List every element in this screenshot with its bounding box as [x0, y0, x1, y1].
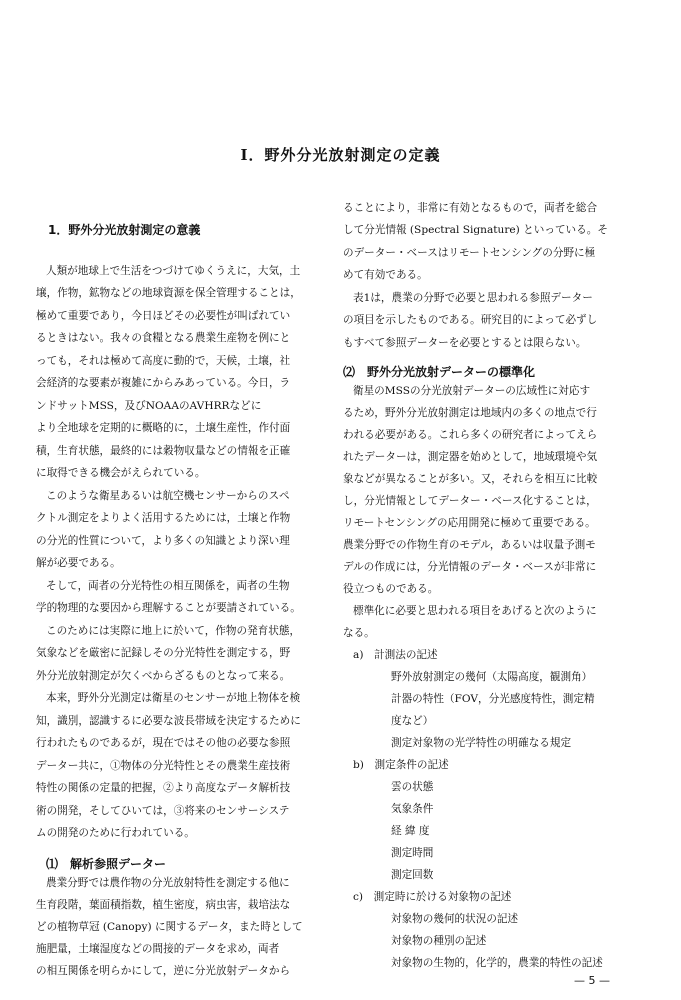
text-line: るため，野外分光放射測定は地域内の多くの地点で行 — [343, 407, 597, 419]
text-line: 表1は，農業の分野で必要と思われる参照データー — [353, 292, 593, 304]
text-line: 行われたものであるが，現在ではその他の必要な参照 — [36, 737, 291, 749]
text-line: の項目を示したものである。研究目的によって必ずし — [343, 314, 598, 326]
list-item: 度など） — [391, 715, 434, 727]
list-item: 雲の状態 — [391, 781, 434, 793]
list-label-b: b) 測定条件の記述 — [353, 759, 449, 771]
page-number: — 5 — — [574, 974, 610, 987]
text-line: このような衛星あるいは航空機センサーからのスペ — [46, 490, 290, 502]
text-line: の分光的性質について，より多くの知識とより深い理 — [36, 535, 290, 547]
section-heading-2: ⑴ 解析参照データー — [46, 857, 167, 871]
text-line: 施肥量，土壌湿度などの間接的データを求め，両者 — [36, 943, 280, 955]
text-line: なる。 — [343, 627, 375, 639]
text-line: るときはない。我々の食糧となる農業生産物を例にと — [36, 332, 291, 344]
text-line: デルの作成には，分光情報のデータ・ベースが非常に — [343, 561, 597, 573]
page-title: I．野外分光放射測定の定義 — [240, 146, 441, 164]
list-item: 対象物の幾何的状況の記述 — [391, 913, 519, 925]
text-line: 術の開発，そしてひいては，③将来のセンサーシステ — [36, 805, 290, 817]
list-item: 計器の特性（FOV，分光感度特性，測定精 — [391, 693, 595, 705]
text-line: 知，識別，認識するに必要な波長帯域を決定するために — [36, 715, 301, 727]
text-line: 積，生育状態，最終的には穀物収量などの情報を正確 — [36, 445, 291, 457]
list-item: 対象物の種別の記述 — [391, 935, 487, 947]
text-line: の相互関係を明らかにして，逆に分光放射データから — [36, 965, 291, 977]
text-line: 役立つものである。 — [343, 583, 439, 595]
text-line: 解が必要である。 — [36, 557, 121, 569]
text-line: 人類が地球上で生活をつづけてゆくうえに，大気，土 — [46, 265, 301, 277]
text-line: より全地球を定期的に概略的に，土壌生産性，作付面 — [36, 422, 291, 434]
text-line: ムの開発のために行われている。 — [36, 827, 195, 839]
text-line: 生育段階，葉面積指数，植生密度，病虫害，栽培法な — [36, 899, 291, 911]
text-line: クトル測定をよりよく活用するためには，土壌と作物 — [36, 512, 291, 524]
text-line: れたデーターは，測定器を始めとして，地域環境や気 — [343, 451, 598, 463]
text-line: 本来，野外分光測定は衛星のセンサーが地上物体を検 — [46, 692, 301, 704]
text-line: 標準化に必要と思われる項目をあげると次のように — [353, 605, 597, 617]
text-line: もすべて参照データーを必要とするとは限らない。 — [343, 337, 587, 349]
list-item: 測定時間 — [391, 847, 434, 859]
text-line: 象などが異なることが多い。又，それらを相互に比較 — [343, 473, 598, 485]
text-line: に取得できる機会がえられている。 — [36, 467, 206, 479]
text-line: このためには実際に地上に於いて，作物の発育状態， — [46, 625, 301, 637]
text-line: リモートセンシングの応用開発に極めて重要である。 — [343, 517, 596, 529]
text-line: のデーター・ベースはリモートセンシングの分野に極 — [343, 247, 596, 259]
text-line: そして，両者の分光特性の相互関係を，両者の生物 — [46, 580, 290, 592]
text-line: われる必要がある。これら多くの研究者によってえら — [343, 429, 598, 441]
text-line: 極めて重要であり，今日ほどその必要性が叫ばれてい — [36, 310, 291, 322]
text-line: 農業分野では農作物の分光放射特性を測定する他に — [46, 877, 290, 889]
text-line: どの植物草冠 (Canopy) に関するデータ，また時として — [36, 921, 303, 933]
text-line: っても，それは極めて高度に動的で，天候，土壌，社 — [36, 355, 291, 367]
list-item: 測定回数 — [391, 869, 434, 881]
text-line: 衛星のMSSの分光放射データーの広域性に対応す — [353, 385, 591, 397]
text-line: して分光情報 (Spectral Signature) といっている。そ — [343, 224, 608, 236]
text-line: めて有効である。 — [343, 269, 428, 281]
text-line: 壌，作物，鉱物などの地球資源を保全管理することは， — [36, 287, 301, 299]
list-label-a: a) 計測法の記述 — [353, 649, 438, 661]
list-item: 測定対象物の光学特性の明確なる規定 — [391, 737, 572, 749]
text-line: データー共に，①物体の分光特性とその農業生産技術 — [36, 760, 291, 772]
text-line: 外分光放射測定が欠くべからざるものとなって来る。 — [36, 670, 291, 682]
text-line: 学的物理的な要因から理解することが要請されている。 — [36, 602, 301, 614]
text-line: 気象などを厳密に記録しその分光特性を測定する，野 — [36, 647, 291, 659]
list-item: 経 緯 度 — [391, 825, 430, 837]
text-line: ることにより，非常に有効となるもので，両者を総合 — [343, 202, 598, 214]
section-heading-1: 1．野外分光放射測定の意義 — [48, 223, 201, 237]
list-item: 野外放射測定の幾何（太陽高度，観測角） — [391, 671, 593, 683]
text-line: 農業分野での作物生育のモデル，あるいは収量予測モ — [343, 539, 596, 551]
text-line: ンドサットMSS，及びNOAAのAVHRRなどに — [36, 400, 262, 412]
section-heading-3: ⑵ 野外分光放射データーの標準化 — [343, 365, 536, 379]
list-label-c: c) 測定時に於ける対象物の記述 — [353, 891, 512, 903]
text-line: 特性の関係の定量的把握，②より高度なデータ解析技 — [36, 782, 291, 794]
list-item: 気象条件 — [391, 803, 434, 815]
text-line: し，分光情報としてデーター・ベース化することは， — [343, 495, 597, 507]
list-item: 対象物の生物的，化学的，農業的特性の記述 — [391, 957, 603, 969]
text-line: 会経済的な要素が複雑にからみあっている。今日，ラ — [36, 377, 291, 389]
